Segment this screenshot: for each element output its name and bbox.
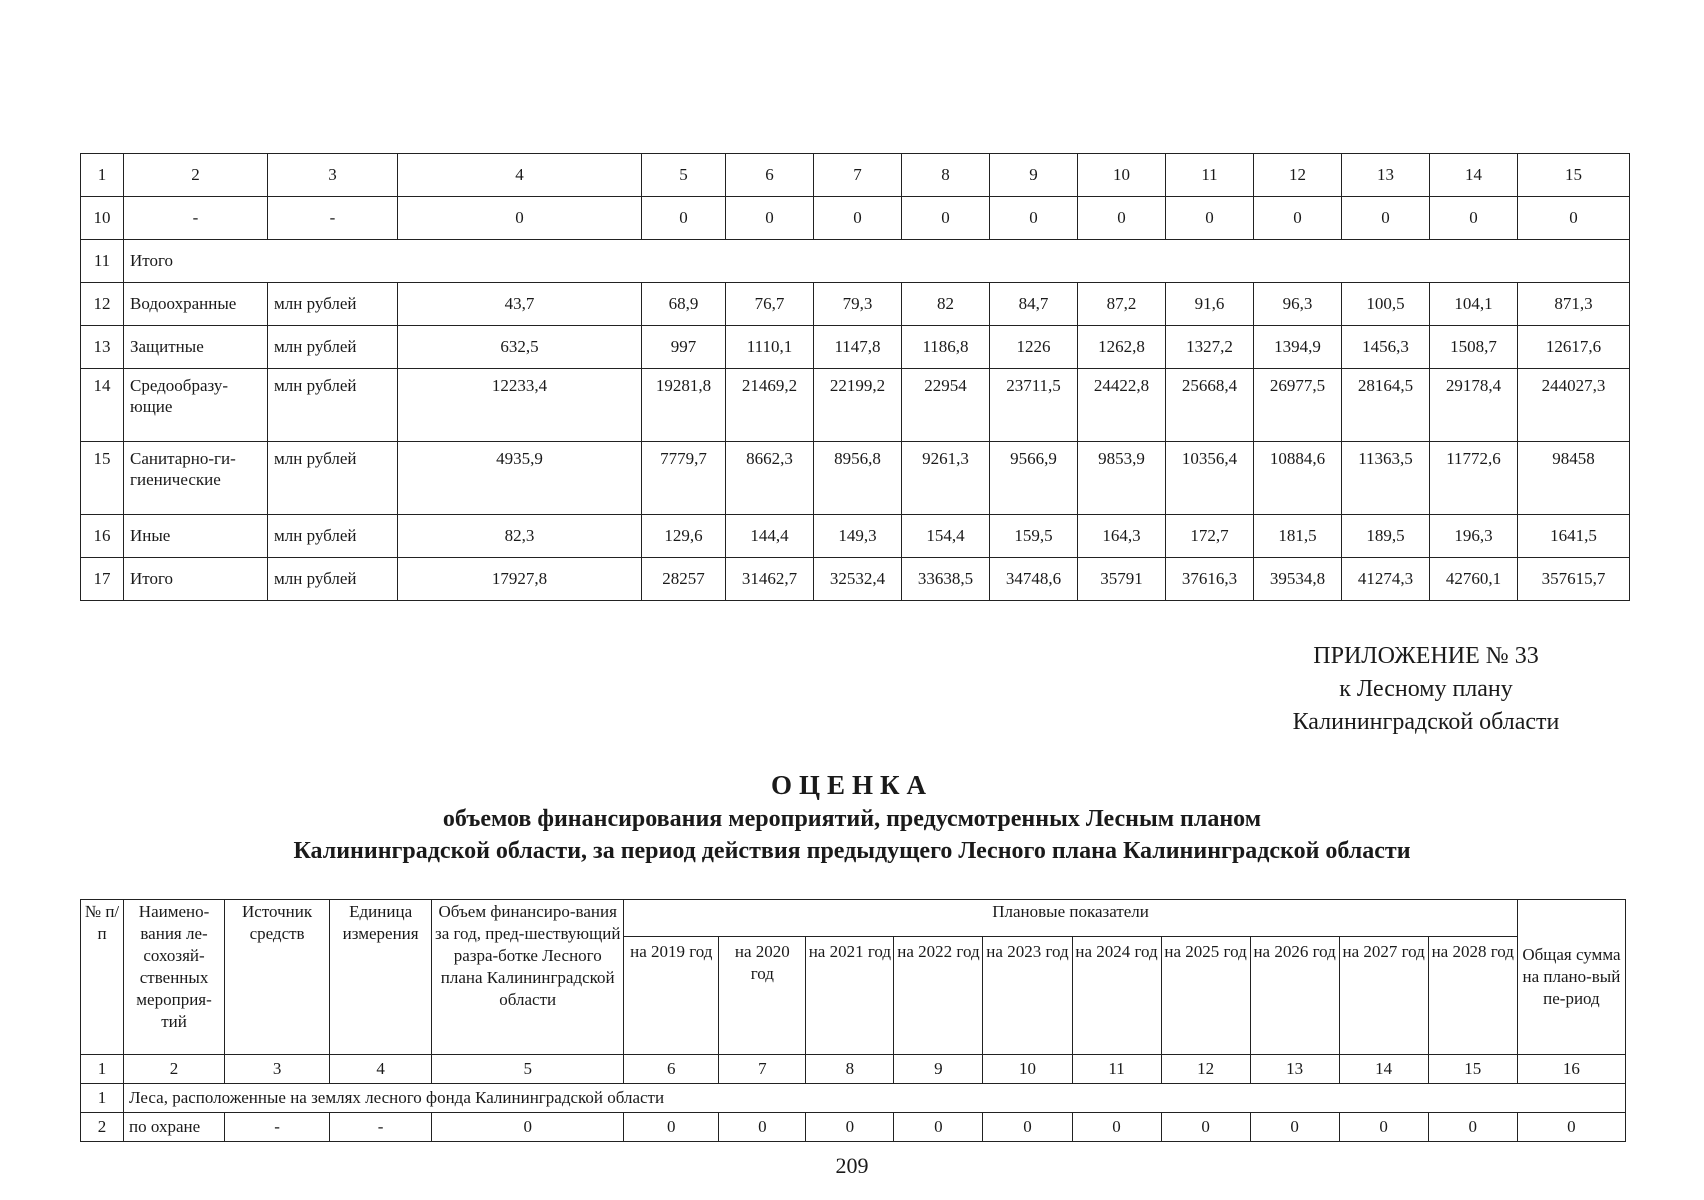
cell-value: 28257: [642, 558, 726, 601]
row-name: Итого: [124, 558, 268, 601]
col-number: 13: [1250, 1055, 1339, 1084]
cell-value: 244027,3: [1518, 369, 1630, 442]
col-number: 2: [124, 1055, 225, 1084]
cell-value: 196,3: [1430, 515, 1518, 558]
cell-value: 21469,2: [726, 369, 814, 442]
cell-value: 8662,3: [726, 442, 814, 515]
cell-value: 24422,8: [1078, 369, 1166, 442]
cell-value: 357615,7: [1518, 558, 1630, 601]
cell-value: 0: [1518, 197, 1630, 240]
header-year: на 2024 год: [1072, 937, 1161, 1055]
col-number: 16: [1517, 1055, 1625, 1084]
table-row: [81, 240, 1630, 283]
cell-value: 4935,9: [398, 442, 642, 515]
col-number: 2: [124, 154, 268, 197]
col-number: 6: [624, 1055, 719, 1084]
row-name: Санитарно-ги-гиенические: [124, 442, 268, 515]
col-number: 10: [983, 1055, 1072, 1084]
cell-value: 1641,5: [1518, 515, 1630, 558]
cell-value: 43,7: [398, 283, 642, 326]
header-year: на 2020 год: [719, 937, 806, 1055]
header-year: на 2019 год: [624, 937, 719, 1055]
cell-value: 159,5: [990, 515, 1078, 558]
table-row: [81, 442, 1630, 515]
header-unit: Единица измерения: [330, 900, 432, 1055]
cell-value: 17927,8: [398, 558, 642, 601]
cell-value: 144,4: [726, 515, 814, 558]
cell-value: 10356,4: [1166, 442, 1254, 515]
row-name: -: [124, 197, 268, 240]
cell-value: 0: [1250, 1113, 1339, 1142]
cell-value: 1262,8: [1078, 326, 1166, 369]
header-year: на 2027 год: [1339, 937, 1428, 1055]
col-number: 8: [902, 154, 990, 197]
row-number: 11: [81, 240, 124, 283]
row-number: 2: [81, 1113, 124, 1142]
cell-value: 0: [1517, 1113, 1625, 1142]
row-name: Средообразу-ющие: [124, 369, 268, 442]
col-number: 7: [814, 154, 902, 197]
col-number: 11: [1072, 1055, 1161, 1084]
row-number: 14: [81, 369, 124, 442]
col-number: 12: [1161, 1055, 1250, 1084]
cell-value: 0: [398, 197, 642, 240]
header-year: на 2026 год: [1250, 937, 1339, 1055]
cell-value: 0: [719, 1113, 806, 1142]
cell-value: 0: [1342, 197, 1430, 240]
col-number: 4: [330, 1055, 432, 1084]
section-label: Леса, расположенные на землях лесного фонда Калининградской области: [124, 1084, 1626, 1113]
row-unit: млн рублей: [268, 283, 398, 326]
row-number: 17: [81, 558, 124, 601]
cell-value: 26977,5: [1254, 369, 1342, 442]
cell-value: 1394,9: [1254, 326, 1342, 369]
cell-value: 0: [894, 1113, 983, 1142]
cell-value: 96,3: [1254, 283, 1342, 326]
cell-value: 35791: [1078, 558, 1166, 601]
cell-value: 98458: [1518, 442, 1630, 515]
table-row: [81, 283, 1630, 326]
cell-value: 0: [726, 197, 814, 240]
col-number: 9: [894, 1055, 983, 1084]
cell-value: 9853,9: [1078, 442, 1166, 515]
cell-value: 11772,6: [1430, 442, 1518, 515]
cell-value: 42760,1: [1430, 558, 1518, 601]
col-number: 3: [268, 154, 398, 197]
col-number: 10: [1078, 154, 1166, 197]
row-unit: млн рублей: [268, 369, 398, 442]
cell-value: 997: [642, 326, 726, 369]
cell-value: 79,3: [814, 283, 902, 326]
col-number: 7: [719, 1055, 806, 1084]
column-number-row: [81, 154, 1630, 197]
header-volume: Объем финансиро-вания за год, пред-шествующий разра-ботке Лесного плана Калининградской области: [432, 900, 624, 1055]
cell-value: 34748,6: [990, 558, 1078, 601]
header-year: на 2021 год: [806, 937, 894, 1055]
header-total: Общая сумма на плано-вый пе-риод: [1517, 900, 1625, 1055]
annex-region: Калининградской области: [1292, 709, 1560, 735]
table-row: [81, 369, 1630, 442]
row-name: по охране: [124, 1113, 225, 1142]
row-number: 10: [81, 197, 124, 240]
row-name: Защитные: [124, 326, 268, 369]
header-year: на 2025 год: [1161, 937, 1250, 1055]
cell-value: 0: [806, 1113, 894, 1142]
annex-block: [1246, 640, 1606, 739]
cell-value: 172,7: [1166, 515, 1254, 558]
row-source: -: [225, 1113, 330, 1142]
cell-value: 0: [814, 197, 902, 240]
col-number: 15: [1518, 154, 1630, 197]
cell-value: 12617,6: [1518, 326, 1630, 369]
row-unit: млн рублей: [268, 515, 398, 558]
row-unit: -: [268, 197, 398, 240]
estimate-table: [80, 899, 1626, 1142]
cell-value: 82: [902, 283, 990, 326]
cell-value: 129,6: [642, 515, 726, 558]
section-label: Итого: [124, 240, 1630, 283]
cell-value: 41274,3: [1342, 558, 1430, 601]
cell-value: 22954: [902, 369, 990, 442]
cell-value: 149,3: [814, 515, 902, 558]
header-source: Источник средств: [225, 900, 330, 1055]
cell-value: 31462,7: [726, 558, 814, 601]
cell-value: 1456,3: [1342, 326, 1430, 369]
header-year: на 2022 год: [894, 937, 983, 1055]
cell-value: 0: [1072, 1113, 1161, 1142]
cell-value: 1226: [990, 326, 1078, 369]
header-num: № п/п: [81, 900, 124, 1055]
cell-value: 82,3: [398, 515, 642, 558]
document-subtitle-line1: объемов финансирования мероприятий, предусмотренных Лесным планом: [442, 806, 1262, 832]
cell-value: 32532,4: [814, 558, 902, 601]
cell-value: 0: [1161, 1113, 1250, 1142]
col-number: 14: [1339, 1055, 1428, 1084]
cell-value: 68,9: [642, 283, 726, 326]
cell-value: 0: [1078, 197, 1166, 240]
cell-value: 10884,6: [1254, 442, 1342, 515]
document-subtitle-line2: Калининградской области, за период действия предыдущего Лесного плана Калининградской области: [293, 838, 1411, 864]
cell-value: 1186,8: [902, 326, 990, 369]
table-row: [81, 326, 1630, 369]
header-name: Наимено-вания ле-сохозяй-ственных мероприя-тий: [124, 900, 225, 1055]
cell-value: 1327,2: [1166, 326, 1254, 369]
cell-value: 39534,8: [1254, 558, 1342, 601]
table-row: [81, 197, 1630, 240]
section-row: [81, 1084, 1626, 1113]
col-number: 1: [81, 154, 124, 197]
cell-value: 37616,3: [1166, 558, 1254, 601]
cell-value: 1147,8: [814, 326, 902, 369]
cell-value: 0: [902, 197, 990, 240]
cell-value: 1508,7: [1430, 326, 1518, 369]
cell-value: 154,4: [902, 515, 990, 558]
col-number: 15: [1428, 1055, 1517, 1084]
cell-value: 164,3: [1078, 515, 1166, 558]
document-title: ОЦЕНКА: [770, 770, 934, 800]
table-row: [81, 515, 1630, 558]
cell-value: 22199,2: [814, 369, 902, 442]
cell-value: 100,5: [1342, 283, 1430, 326]
header-year: на 2023 год: [983, 937, 1072, 1055]
cell-value: 91,6: [1166, 283, 1254, 326]
row-unit: млн рублей: [268, 558, 398, 601]
row-number: 16: [81, 515, 124, 558]
cell-value: 19281,8: [642, 369, 726, 442]
header-row: [81, 900, 1626, 937]
row-name: Водоохранные: [124, 283, 268, 326]
cell-value: 1110,1: [726, 326, 814, 369]
cell-value: 0: [1166, 197, 1254, 240]
cell-value: 0: [642, 197, 726, 240]
cell-value: 76,7: [726, 283, 814, 326]
col-number: 13: [1342, 154, 1430, 197]
col-number: 6: [726, 154, 814, 197]
table-row: [81, 1113, 1626, 1142]
cell-value: 181,5: [1254, 515, 1342, 558]
cell-value: 12233,4: [398, 369, 642, 442]
cell-value: 0: [1428, 1113, 1517, 1142]
row-unit: -: [330, 1113, 432, 1142]
col-number: 12: [1254, 154, 1342, 197]
cell-value: 0: [1254, 197, 1342, 240]
cell-value: 0: [1339, 1113, 1428, 1142]
cell-value: 87,2: [1078, 283, 1166, 326]
col-number: 4: [398, 154, 642, 197]
col-number: 5: [642, 154, 726, 197]
cell-value: 84,7: [990, 283, 1078, 326]
cell-value: 0: [990, 197, 1078, 240]
page-number: 209: [835, 1153, 869, 1178]
cell-value: 33638,5: [902, 558, 990, 601]
row-name: Иные: [124, 515, 268, 558]
cell-value: 0: [1430, 197, 1518, 240]
cell-value: 11363,5: [1342, 442, 1430, 515]
cell-value: 7779,7: [642, 442, 726, 515]
table-body: [81, 283, 1630, 601]
col-number: 3: [225, 1055, 330, 1084]
row-unit: млн рублей: [268, 442, 398, 515]
cell-value: 0: [432, 1113, 624, 1142]
row-number: 12: [81, 283, 124, 326]
cell-value: 104,1: [1430, 283, 1518, 326]
col-number: 11: [1166, 154, 1254, 197]
cell-value: 8956,8: [814, 442, 902, 515]
cell-value: 871,3: [1518, 283, 1630, 326]
cell-value: 0: [983, 1113, 1072, 1142]
column-number-row: [81, 1055, 1626, 1084]
header-planned: Плановые показатели: [624, 900, 1518, 937]
top-financing-table: [80, 153, 1630, 601]
header-year: на 2028 год: [1428, 937, 1517, 1055]
cell-value: 632,5: [398, 326, 642, 369]
annex-number: ПРИЛОЖЕНИЕ № 33: [1313, 643, 1539, 669]
cell-value: 189,5: [1342, 515, 1430, 558]
col-number: 8: [806, 1055, 894, 1084]
cell-value: 0: [624, 1113, 719, 1142]
row-number: 13: [81, 326, 124, 369]
cell-value: 9261,3: [902, 442, 990, 515]
col-number: 1: [81, 1055, 124, 1084]
table-row: [81, 558, 1630, 601]
col-number: 14: [1430, 154, 1518, 197]
annex-reference: к Лесному плану: [1339, 676, 1513, 702]
col-number: 5: [432, 1055, 624, 1084]
cell-value: 9566,9: [990, 442, 1078, 515]
cell-value: 28164,5: [1342, 369, 1430, 442]
row-number: 1: [81, 1084, 124, 1113]
cell-value: 23711,5: [990, 369, 1078, 442]
row-unit: млн рублей: [268, 326, 398, 369]
row-number: 15: [81, 442, 124, 515]
cell-value: 25668,4: [1166, 369, 1254, 442]
col-number: 9: [990, 154, 1078, 197]
cell-value: 29178,4: [1430, 369, 1518, 442]
